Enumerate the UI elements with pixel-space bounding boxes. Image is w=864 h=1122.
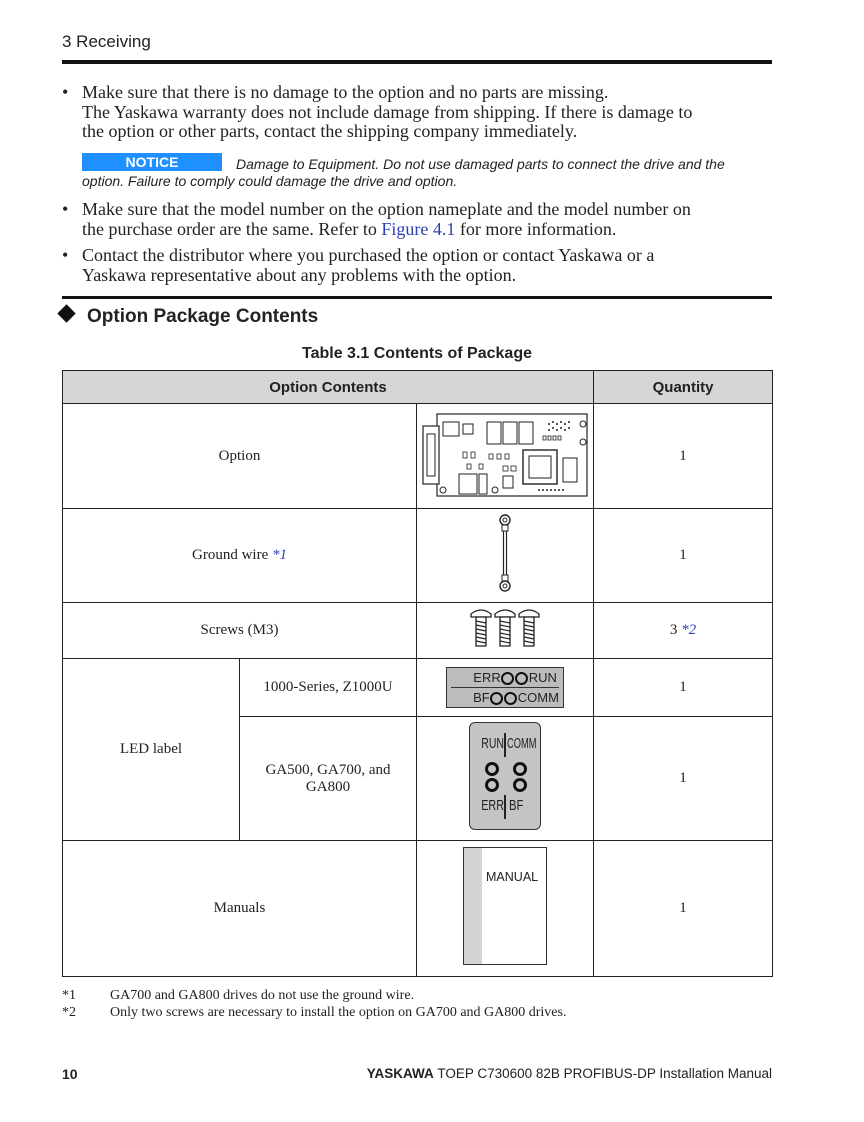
screws-icon bbox=[469, 608, 541, 648]
led-ring-icon bbox=[513, 762, 527, 776]
led-ring-icon bbox=[513, 778, 527, 792]
item-name-led-label: LED label bbox=[63, 659, 240, 841]
option-board-image bbox=[417, 404, 594, 509]
footnote-1: *1 GA700 and GA800 drives do not use the ground wire. bbox=[62, 988, 415, 1003]
figure-link[interactable]: Figure 4.1 bbox=[381, 218, 456, 239]
led-label-ga-image bbox=[417, 717, 594, 841]
bullet-dot: • bbox=[62, 245, 69, 265]
bullet-text-line: the purchase order are the same. Refer to Figure 4.1 for more information. bbox=[82, 218, 617, 239]
led-label-ga-graphic: RUN COMM ERR BF bbox=[469, 722, 541, 830]
table-row bbox=[63, 841, 773, 977]
notice-badge: NOTICE bbox=[82, 153, 222, 171]
led-ring-icon bbox=[515, 672, 528, 685]
footnote-2: *2 Only two screws are necessary to install the option on GA700 and GA800 drives. bbox=[62, 1005, 567, 1020]
manual-cover-label: MANUAL bbox=[486, 870, 539, 884]
table-row bbox=[63, 509, 773, 603]
header-rule bbox=[62, 60, 772, 64]
ground-wire-icon bbox=[495, 513, 515, 593]
led-variant-1000-series: 1000-Series, Z1000U bbox=[240, 659, 417, 717]
footnote-ref-2[interactable]: *2 bbox=[681, 622, 697, 638]
item-name-screws: Screws (M3) bbox=[63, 603, 417, 659]
package-contents-table bbox=[62, 370, 773, 977]
table-header-row bbox=[63, 371, 773, 404]
page-number: 10 bbox=[62, 1066, 78, 1082]
screws-image bbox=[417, 603, 594, 659]
item-name-option: Option bbox=[63, 404, 417, 509]
qty-led-ga: 1 bbox=[594, 717, 773, 841]
bullet-dot: • bbox=[62, 199, 69, 219]
table-caption: Table 3.1 Contents of Package bbox=[302, 345, 532, 362]
led-ring-icon bbox=[501, 672, 514, 685]
ground-wire-image bbox=[417, 509, 594, 603]
led-ring-icon bbox=[490, 692, 503, 705]
led-ring-icon bbox=[485, 762, 499, 776]
bullet-model-number bbox=[62, 199, 772, 239]
qty-led-1000: 1 bbox=[594, 659, 773, 717]
bullet-text-line: the option or other parts, contact the shipping company immediately. bbox=[82, 121, 578, 141]
led-label-1000-graphic: ERR RUN BF COMM bbox=[446, 667, 564, 708]
table-row bbox=[63, 659, 773, 717]
table-row bbox=[63, 404, 773, 509]
manual-book-icon bbox=[463, 847, 547, 965]
item-name-manuals: Manuals bbox=[63, 841, 417, 977]
led-ring-icon bbox=[485, 778, 499, 792]
table-row bbox=[63, 603, 773, 659]
notice-text-line1: Damage to Equipment. Do not use damaged parts to connect the drive and the bbox=[236, 156, 725, 172]
bullet-text-line: The Yaskawa warranty does not include damage from shipping. If there is damage to bbox=[82, 101, 693, 122]
header-option-contents: Option Contents bbox=[63, 371, 594, 404]
running-header: 3 Receiving bbox=[62, 32, 151, 51]
item-name-ground-wire: Ground wire *1 bbox=[63, 509, 417, 603]
qty-manuals: 1 bbox=[594, 841, 773, 977]
bullet-contact-distributor bbox=[62, 245, 772, 285]
notice-text-line2: option. Failure to comply could damage the drive and option. bbox=[82, 173, 458, 189]
manual-image bbox=[417, 841, 594, 977]
led-label-1000-image bbox=[417, 659, 594, 717]
section-heading: Option Package Contents bbox=[58, 306, 318, 328]
bullet-text-line: Contact the distributor where you purchased the option or contact Yaskawa or a bbox=[82, 245, 655, 265]
circuit-board-icon bbox=[419, 408, 591, 500]
qty-screws: 3 *2 bbox=[594, 603, 773, 659]
section-rule bbox=[62, 296, 772, 299]
led-variant-ga-series: GA500, GA700, and GA800 bbox=[240, 717, 417, 841]
footnote-ref-1[interactable]: *1 bbox=[271, 547, 287, 563]
bullet-text-line: Make sure that there is no damage to the option and no parts are missing. bbox=[82, 82, 609, 102]
bullet-text-line: Yaskawa representative about any problems with the option. bbox=[82, 264, 517, 285]
led-ring-icon bbox=[504, 692, 517, 705]
bullet-text-line: Make sure that the model number on the option nameplate and the model number on bbox=[82, 199, 691, 219]
diamond-bullet-icon bbox=[57, 304, 75, 322]
qty-ground-wire: 1 bbox=[594, 509, 773, 603]
footer-doc-title: YASKAWA TOEP C730600 82B PROFIBUS-DP Installation Manual bbox=[366, 1066, 772, 1081]
header-quantity: Quantity bbox=[594, 371, 773, 404]
bullet-damage-check bbox=[62, 82, 772, 142]
qty-option: 1 bbox=[594, 404, 773, 509]
bullet-dot: • bbox=[62, 82, 69, 102]
